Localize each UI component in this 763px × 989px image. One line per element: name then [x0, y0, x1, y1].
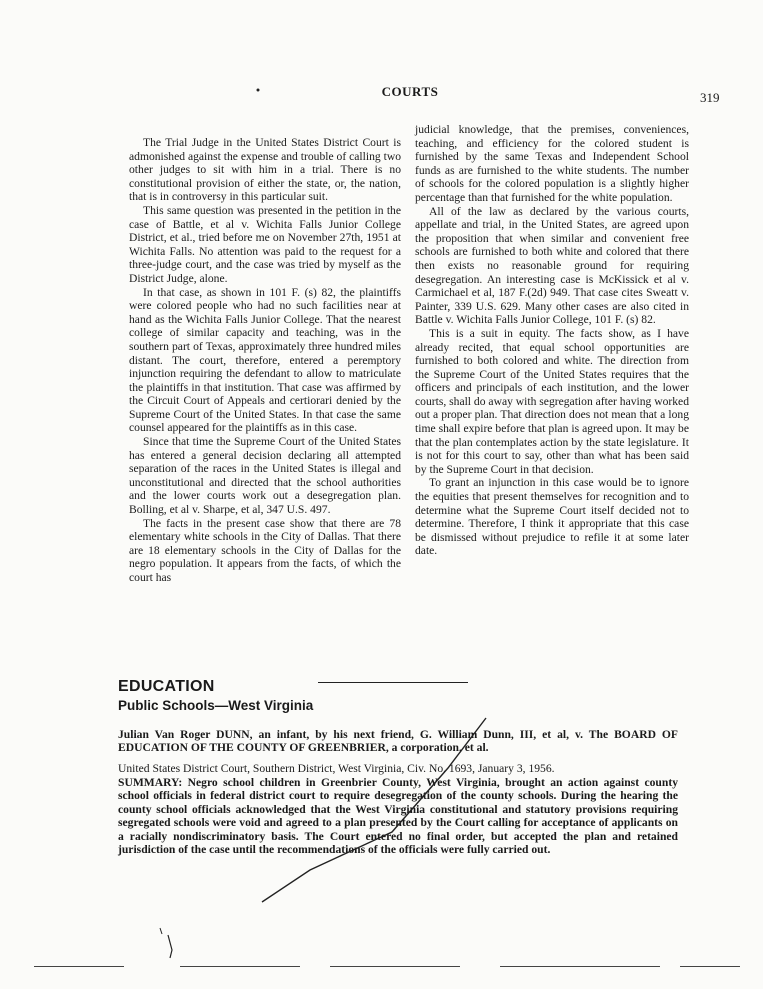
- case-title: [118, 728, 678, 755]
- case-summary: [118, 776, 678, 856]
- footer-rule-1: [34, 966, 124, 967]
- right-paragraph-1: All of the law as declared by the various courts, appellate and trial, in the United States, are agreed upon the proposition that when similar and convenient free schools are furnished to both white and colored that there then exists no reasonable ground for requiring desegregation. An interesting case is McKissick et al v. Carmichael et al, 187 F.(2d) 949. That case cites Sweatt v. Painter, 339 U.S. 629. Many other cases are also cited in Battle v. Wichita Falls Junior College, 101 F. (s) 82.: [415, 204, 689, 327]
- section-divider: [318, 682, 468, 683]
- page-number: 319: [700, 90, 720, 105]
- pen-stroke-mark: [168, 935, 172, 958]
- right-column: [415, 123, 689, 558]
- running-head: COURTS: [381, 84, 439, 99]
- right-paragraph-3: To grant an injunction in this case would be to ignore the equities that present themselves for recognition and to determine what the Supreme Court itself decided not to determine. Therefore, I think it appropriate that this case be dismissed without prejudice to refile it at some later date.: [415, 476, 689, 558]
- right-continuation: judicial knowledge, that the premises, conveniences, teaching, and efficiency for the colored student is furnished by the same Texas and Independent School funds as are furnished to the white students. The number of schools for the colored population is a slightly higher percentage than that furnished for the white population.: [415, 123, 689, 204]
- case-title-text: Julian Van Roger DUNN, an infant, by his next friend, G. William Dunn, III, et al, v. The BOARD OF EDUCATION OF THE COUNTY OF GREENBRIER, a corporation, et al.: [118, 728, 678, 755]
- left-paragraph-5: The facts in the present case show that there are 78 elementary white schools in the City of Dallas. That there are 18 elementary schools in the City of Dallas for the negro population. It appears from the facts, of which the court has: [129, 516, 401, 584]
- summary-label: SUMMARY:: [118, 776, 183, 789]
- left-paragraph-2: This same question was presented in the petition in the case of Battle, et al v. Wichita Falls Junior College District, et al., tried before me on November 27th, 1951 at Wichita Falls. No attention was paid to the request for a three-judge court, and the case was tried by myself as the District Judge, alone.: [129, 203, 401, 285]
- footer-rule-2: [180, 966, 300, 967]
- footer-rule-3: [330, 966, 460, 967]
- footer-rule-5: [680, 966, 740, 967]
- case-court: United States District Court, Southern District, West Virginia, Civ. No. 1693, January 3, 1956.: [118, 762, 555, 775]
- scan-dot: [257, 89, 260, 92]
- left-column: [129, 136, 401, 585]
- section-subtitle: Public Schools—West Virginia: [118, 698, 314, 713]
- section-title: EDUCATION: [118, 678, 215, 695]
- left-paragraph-4: Since that time the Supreme Court of the United States has entered a general decision declaring all attempted separation of the races in the United States is illegal and unconstitutional and directed that the school authorities and the lower courts work out a desegregation plan. Bolling, et al v. Sharpe, et al, 347 U.S. 497.: [129, 435, 401, 517]
- left-paragraph-1: The Trial Judge in the United States District Court is admonished against the expense and trouble of calling two other judges to sit with him in a trial. There is no constitutional provision of either the state, or, the nation, that is in controversy in this particular suit.: [129, 136, 401, 204]
- right-paragraph-2: This is a suit in equity. The facts show, as I have already recited, that equal school opportunities are furnished to both colored and white. The direction from the Supreme Court of the United States requires that the officers and principals of each institution, and the lower courts, shall do away with segregation after having worked out a proper plan. That direction does not mean that a long time shall expire before that plan is agreed upon. It may be that the plan contemplates action by the state legislature. It is not for this court to say, other than what has been said by the Supreme Court in that decision.: [415, 326, 689, 476]
- footer-rule-4: [500, 966, 660, 967]
- summary-text: Negro school children in Greenbrier County, West Virginia, brought an action against county school officials in federal district court to require desegregation of the county schools. During the hearing the county school officials acknowledged that the West Virginia constitutional and statutory provisions requiring segregated schools were void and agreed to a plan presented by the Court calling for acceptance of applicants on a racially nondiscriminatory basis. The Court entered no final order, but accepted the plan and retained jurisdiction of the case until the recommendations of the officials were fully carried out.: [118, 776, 678, 857]
- left-paragraph-3: In that case, as shown in 101 F. (s) 82, the plaintiffs were colored people who had no such facilities near at hand as the Wichita Falls Junior College. That the nearest college of similar capacity and teaching, was in the southern part of Texas, approximately three hundred miles distant. The court, therefore, entered a peremptory injunction requiring the defendant to allow to matriculate the plaintiffs in that institution. That case was affirmed by the Circuit Court of Appeals and certiorari denied by the Supreme Court of the United States. In that case the same counsel appeared for the plaintiffs as in this case.: [129, 285, 401, 435]
- pen-stroke-mark: [160, 928, 162, 934]
